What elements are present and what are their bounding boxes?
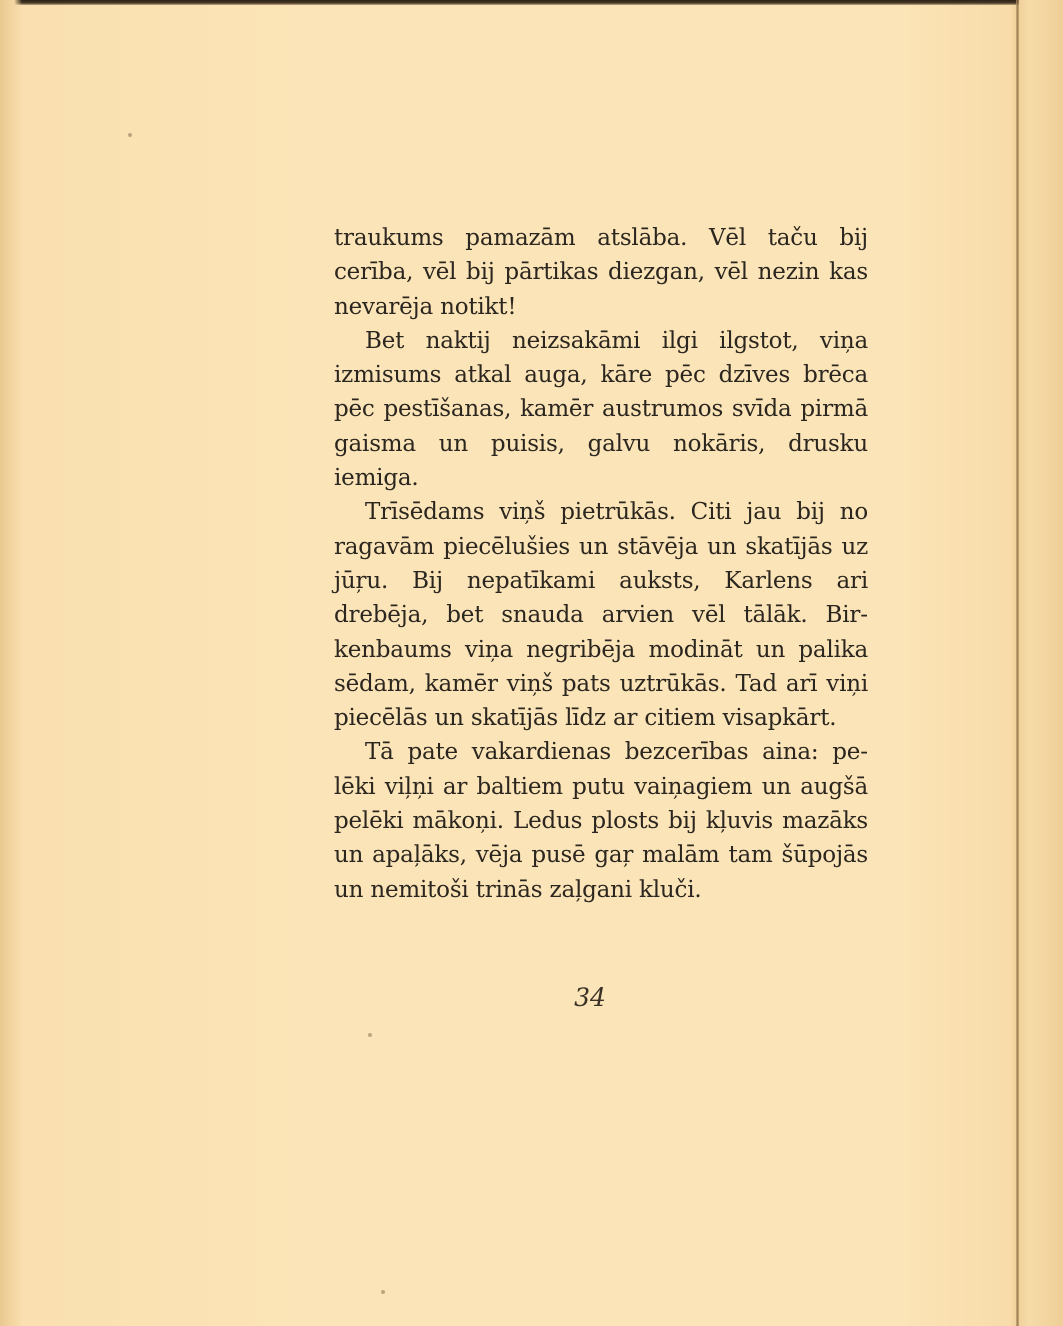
paper-speck xyxy=(128,133,132,137)
paragraph: traukums pamazām atslāba. Vēl taču bij cerība, vēl bij pārtikas diezgan, vēl nezin kas nevarēja notikt! xyxy=(334,225,868,320)
paragraph: Tā pate vakardienas bezcerības aina: pelēki viļņi ar baltiem putu vaiņagiem un augšā pelēki mākoņi. Ledus plosts bij kļuvis mazāks un apaļāks, vēja pusē gaŗ malām tam šūpojās un nemitoši trinās zaļgani kluči. xyxy=(334,739,868,903)
paragraph: Bet naktij neizsakāmi ilgi ilgstot, viņa izmisums atkal auga, kāre pēc dzīves brēca pēc pestīšanas, kamēr austrumos svīda pirmā gaisma un puisis, galvu nokāris, drusku iemiga. xyxy=(334,327,868,492)
paragraph: Trīsēdams viņš pietrūkās. Citi jau bij no ragavām piecēlušies un stāvēja un skatījās uz jūŗu. Bij nepatīkami auksts, Karlens ari drebēja, bet snauda arvien vēl tālāk. Birkenbaums viņa negribēja modināt un palika sēdam, kamēr viņš pats uztrūkās. Tad arī viņi piecēlās un skatījās līdz ar citiem visapkārt. xyxy=(334,499,868,732)
adjacent-page-edge xyxy=(1019,0,1063,1326)
page-number: 34 xyxy=(574,983,606,1012)
paper-speck xyxy=(368,1033,372,1037)
body-text xyxy=(334,221,868,907)
paper-speck xyxy=(381,1290,385,1294)
page-left-margin xyxy=(0,0,22,1326)
page-top-edge xyxy=(0,0,1063,5)
